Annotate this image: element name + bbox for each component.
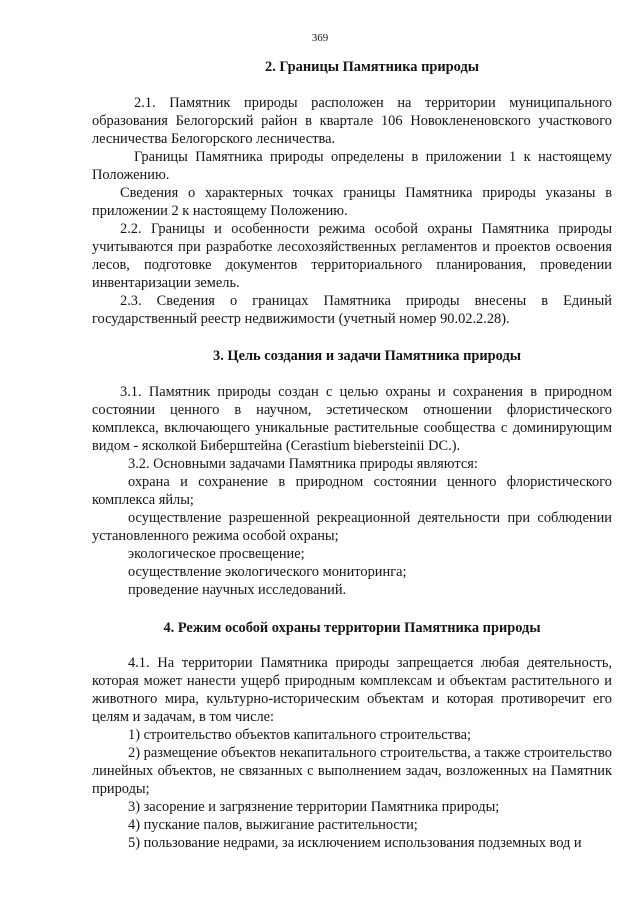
task-item: осуществление разрешенной рекреационной деятельности при соблюдении установленного режима особой охраны;	[92, 510, 612, 544]
task-item: экологическое просвещение;	[128, 546, 305, 562]
paragraph-4-1: 4.1. На территории Памятника природы запрещается любая деятельность, которая может нанести ущерб природным комплексам и объектам растительного и животного мира, культурно-историческим объектам и которая противоречит его целям и задачам, в том числе:	[92, 655, 612, 725]
task-item: охрана и сохранение в природном состоянии ценного флористического комплекса яйлы;	[92, 474, 612, 508]
paragraph-2-3: 2.3. Сведения о границах Памятника природы внесены в Единый государственный реестр недвижимости (учетный номер 90.02.2.28).	[92, 293, 612, 327]
paragraph-boundary-points-annex-2: Сведения о характерных точках границы Памятника природы указаны в приложении 2 к настоящему Положению.	[92, 185, 612, 219]
paragraph-2-2: 2.2. Границы и особенности режима особой охраны Памятника природы учитываются при разработке лесохозяйственных регламентов и проектов освоения лесов, подготовке документов территориального планирования, проведении инвентаризации земель.	[92, 221, 612, 291]
section-2-heading: 2. Границы Памятника природы	[265, 59, 479, 75]
section-3-heading: 3. Цель создания и задачи Памятника природы	[213, 348, 521, 364]
task-item: осуществление экологического мониторинга;	[128, 564, 407, 580]
paragraph-3-1: 3.1. Памятник природы создан с целью охраны и сохранения в природном состоянии ценного в научном, эстетическом отношении флористического комплекса, включающего уникальные растительные сообщества с доминирующим видом - ясколкой Биберштейна (Cerastium biebersteinii DC.).	[92, 384, 612, 454]
prohibition-item: 1) строительство объектов капитального строительства;	[128, 727, 471, 743]
prohibition-item: 3) засорение и загрязнение территории Памятника природы;	[128, 799, 500, 815]
prohibition-item: 5) пользование недрами, за исключением использования подземных вод и	[128, 835, 582, 851]
paragraph-3-2: 3.2. Основными задачами Памятника природы являются:	[128, 456, 478, 472]
prohibition-item: 4) пускание палов, выжигание растительности;	[128, 817, 418, 833]
document-body	[92, 58, 612, 852]
paragraph-boundaries-annex-1: Границы Памятника природы определены в приложении 1 к настоящему Положению.	[92, 149, 612, 183]
paragraph-2-1: 2.1. Памятник природы расположен на территории муниципального образования Белогорский район в квартале 106 Новоклененовского участкового лесничества Белогорского лесничества.	[92, 95, 612, 147]
section-4-heading: 4. Режим особой охраны территории Памятника природы	[163, 620, 541, 636]
prohibition-item: 2) размещение объектов некапитального строительства, а также строительство линейных объектов, не связанных с выполнением задач, возложенных на Памятник природы;	[92, 745, 612, 797]
task-item: проведение научных исследований.	[128, 582, 347, 598]
page-number: 369	[311, 32, 329, 44]
